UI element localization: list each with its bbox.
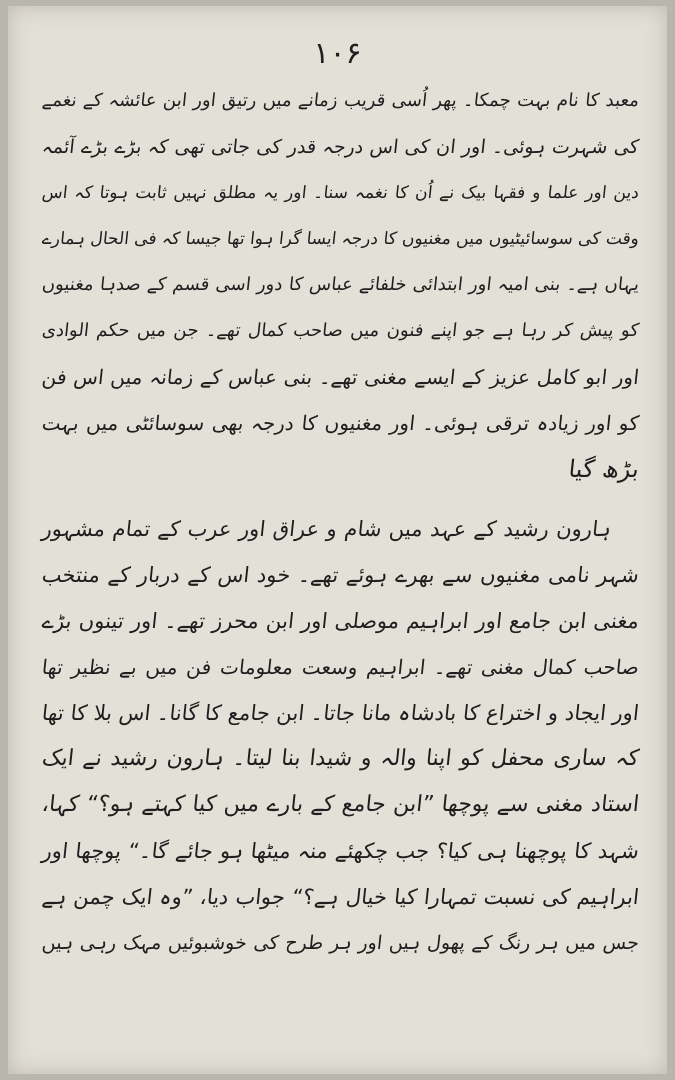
paragraph-1 [42,78,639,492]
text-line: صاحب کمال مغنی تھے۔ ابراہیم وسعت معلومات فن میں بے نظیر تھا [40,655,641,679]
text-line: اور ایجاد و اختراع کا بادشاہ مانا جاتا۔ ابن جامع کا گانا۔ اس بلا کا تھا [40,701,641,725]
page-number: ۱۰۶ [313,36,362,71]
text-line: ابراہیم کی نسبت تمہارا کیا خیال ہے؟“ جواب دیا، ”وہ ایک چمن ہے [40,885,641,909]
text-line: کو اور زیادہ ترقی ہوئی۔ اور مغنیوں کا درجہ بھی سوسائٹی میں بہت [40,411,641,435]
text-line: شہد کا پوچھنا ہی کیا؟ جب چکھئے منہ میٹھا ہو جائے گا۔“ پوچھا اور [40,839,641,863]
text-line: اور ابو کامل عزیز کے ایسے مغنی تھے۔ بنی عباس کے زمانہ میں اس فن [40,365,641,389]
text-line: مغنی ابن جامع اور ابراہیم موصلی اور ابن محرز تھے۔ اور تینوں بڑے [40,609,641,633]
book-page [8,6,667,1074]
page-body [42,78,639,966]
text-line: معبد کا نام بہت چمکا۔ پھر اُسی قریب زمانے میں رتیق اور ابن عائشہ کے نغمے [40,90,641,111]
text-line: شہر نامی مغنیوں سے بھرے ہوئے تھے۔ خود اس کے دربار کے منتخب [40,563,641,587]
text-line: جس میں ہر رنگ کے پھول ہیں اور ہر طرح کی خوشبوئیں مہک رہی ہیں [40,932,641,954]
text-line: یہاں ہے۔ بنی امیہ اور ابتدائی خلفائے عباس کا دور اسی قسم کے صدہا مغنیوں [40,274,641,295]
text-line: کی شہرت ہوئی۔ اور ان کی اس درجہ قدر کی جاتی تھی کہ بڑے بڑے آئمہ [40,136,641,158]
text-line: وقت کی سوسائیٹیوں میں مغنیوں کا درجہ ایسا گرا ہوا تھا جیسا کہ فی الحال ہمارے [40,229,641,249]
text-line: دین اور علما و فقہا بیک نے اُن کا نغمہ سنا۔ اور یہ مطلق نہیں ثابت ہوتا کہ اس [40,183,641,203]
text-line: بڑھ گیا [567,455,641,483]
text-line: ہارون رشید کے عہد میں شام و عراق اور عرب کے تمام مشہور [40,517,613,541]
text-line: کو پیش کر رہا ہے جو اپنے فنون میں صاحب کمال تھے۔ جن میں حکم الوادی [40,320,641,341]
text-line: کہ ساری محفل کو اپنا والہ و شیدا بنا لیتا۔ ہارون رشید نے ایک [40,746,641,771]
text-line: استاد مغنی سے پوچھا ”ابن جامع کے بارے میں کیا کہتے ہو؟“ کہا، [40,792,641,817]
paragraph-2 [42,506,639,966]
